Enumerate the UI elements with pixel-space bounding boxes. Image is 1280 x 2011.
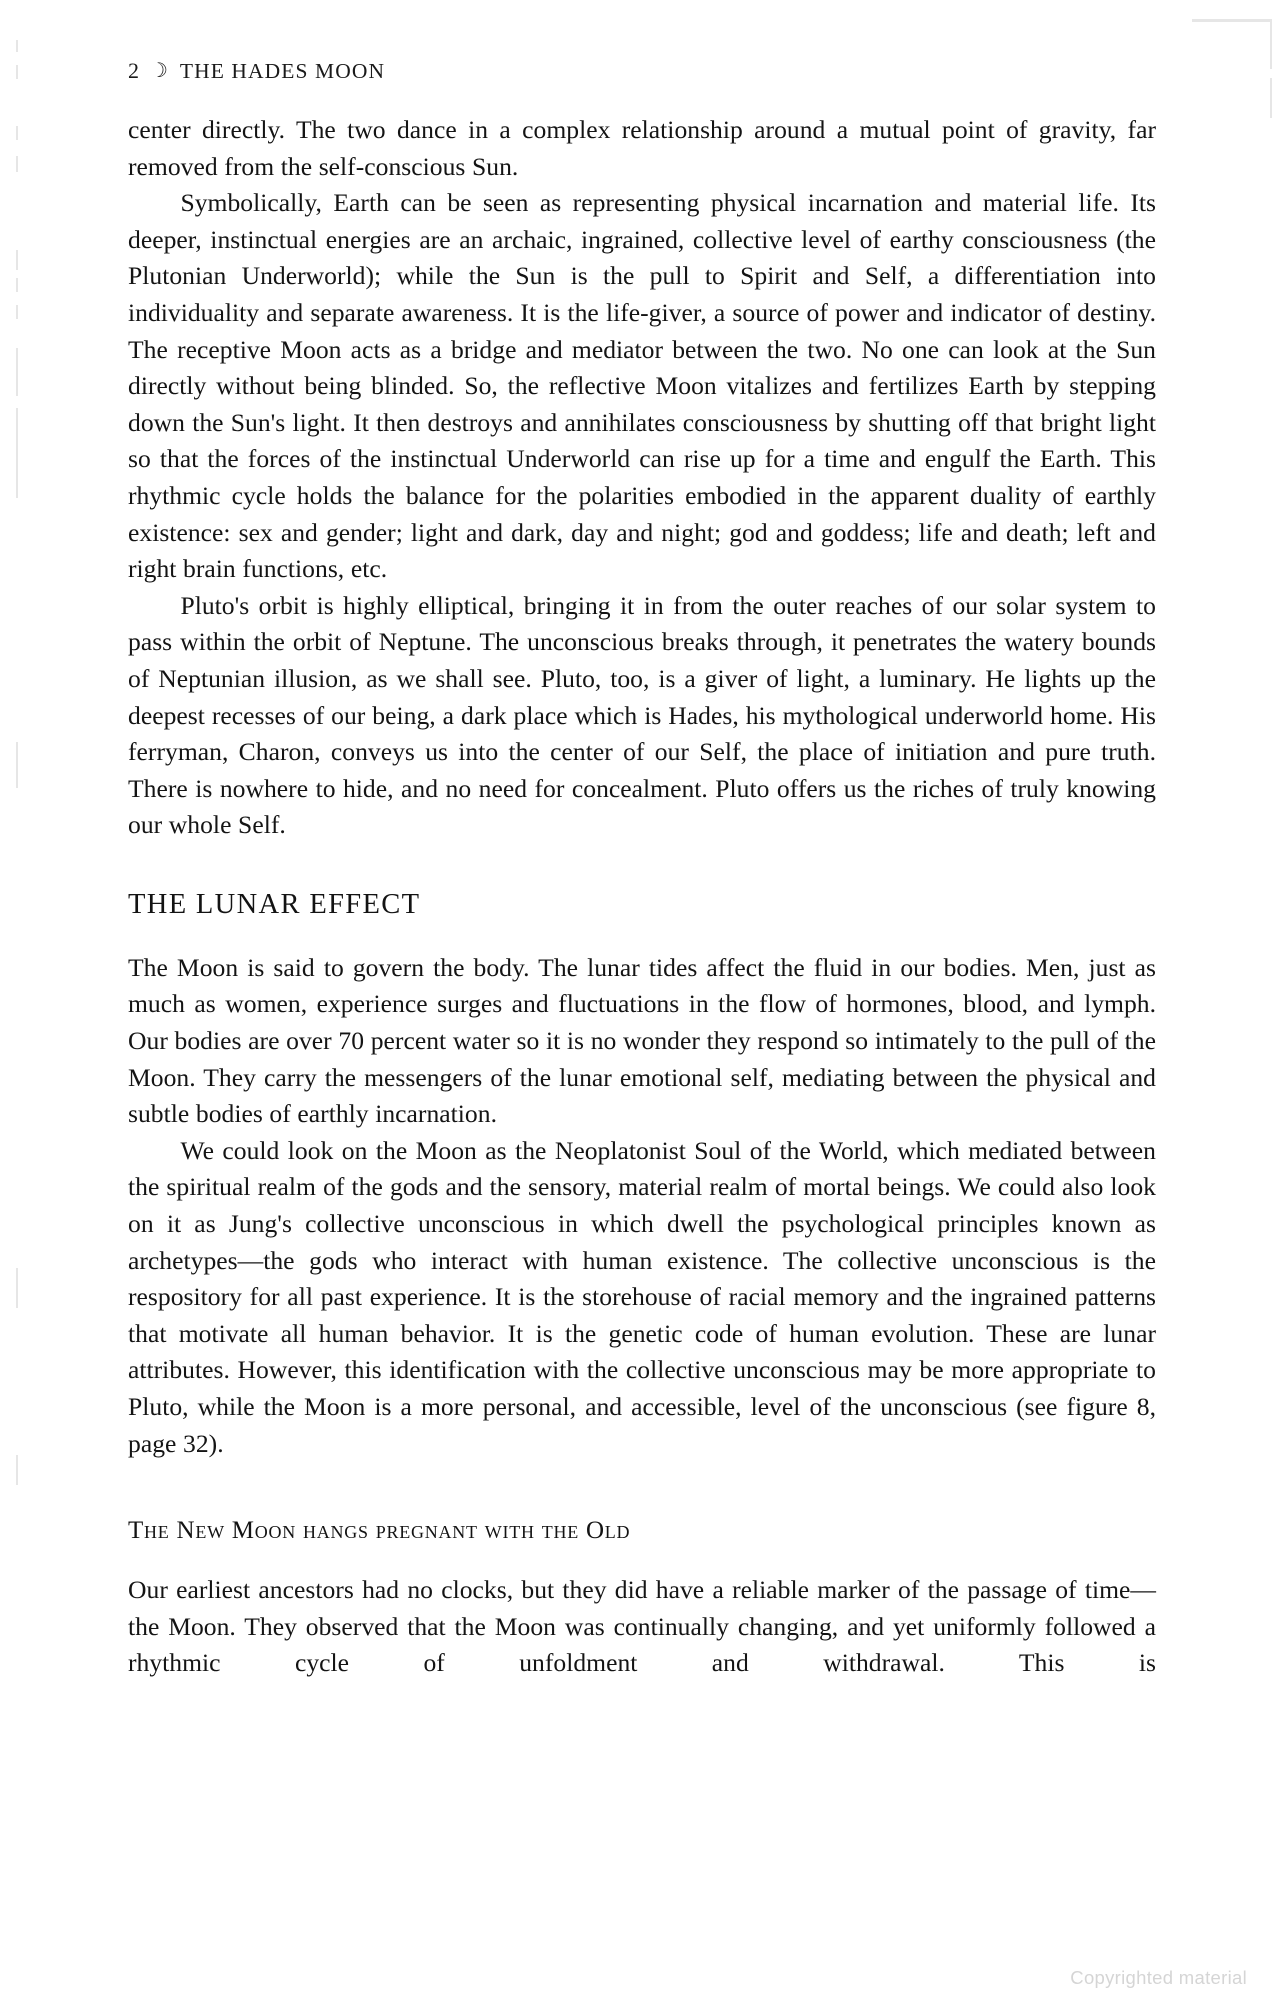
running-head: [128, 58, 385, 84]
scan-mark: [16, 65, 18, 79]
scan-mark: [16, 1268, 18, 1308]
paragraph: Our earliest ancestors had no clocks, but they did have a reliable marker of the passage of time—the Moon. They observed that the Moon was continually changing, and yet uniformly followed a rhythmic cycle of unfoldment and withdrawal. This is: [128, 1575, 1156, 1678]
running-head-title: THE HADES MOON: [179, 59, 386, 83]
scan-mark: [16, 156, 18, 172]
spacer: [128, 844, 1156, 888]
crescent-moon-icon: ☽: [150, 60, 169, 82]
paragraph: The Moon is said to govern the body. The lunar tides affect the fluid in our bodies. Men, just as much as women, experience surges and fluctuations in the flow of hormones, blood, and lymph. Our bodies are over 70 percent water so it is no wonder they respond so intimately to the pull of the Moon. They carry the messengers of the lunar emotional self, mediating between the physical and subtle bodies of earthly incarnation.: [128, 952, 1156, 1129]
scan-mark: [16, 250, 18, 270]
paragraph: Symbolically, Earth can be seen as representing physical incarnation and material life. Its deeper, instinctual energies are an archaic, ingrained, collective level of earthy consciousness (the Plutonian Underworld); while the Sun is the pull to Spirit and Self, a differentiation into individuality and separate awareness. It is the life-giver, a source of power and indicator of destiny. The receptive Moon acts as a bridge and mediator between the two. No one can look at the Sun directly without being blinded. So, the reflective Moon vitalizes and fertilizes Earth by stepping down the Sun's light. It then destroys and annihilates consciousness by shutting off that bright light so that the forces of the instinctual Underworld can rise up for a time and engulf the Earth. This rhythmic cycle holds the balance for the polarities embodied in the apparent duality of earthly existence: sex and gender; light and dark, day and night; god and goddess; life and death; left and right brain functions, etc.: [128, 188, 1156, 584]
scan-mark: [16, 742, 18, 788]
scan-mark: [16, 305, 18, 319]
section-heading-lunar-effect: THE LUNAR EFFECT: [128, 888, 421, 920]
scan-mark: [16, 40, 18, 52]
spacer: [128, 1546, 1156, 1572]
paragraph: center directly. The two dance in a complex relationship around a mutual point of gravity, far removed from the self-conscious Sun.: [128, 115, 1156, 181]
page-number: 2: [128, 58, 139, 83]
spacer: [128, 922, 1156, 950]
paragraph: Pluto's orbit is highly elliptical, bringing it in from the outer reaches of our solar system to pass within the orbit of Neptune. The unconscious breaks through, it penetrates the watery bounds of Neptunian illusion, as we shall see. Pluto, too, is a giver of light, a luminary. He lights up the deepest recesses of our being, a dark place which is Hades, his mythological underworld home. His ferryman, Charon, conveys us into the center of our Self, the place of initiation and pure truth. There is nowhere to hide, and no need for concealment. Pluto offers us the riches of truly knowing our whole Self.: [128, 590, 1156, 840]
scan-mark: [16, 348, 18, 396]
text-column: [128, 112, 1156, 1719]
scan-mark: [16, 126, 18, 140]
scan-mark: [1270, 78, 1272, 118]
copyright-watermark: Copyrighted material: [1070, 1967, 1247, 1988]
spacer: [128, 1462, 1156, 1516]
scan-mark: [1236, 19, 1272, 22]
scan-mark: [1270, 19, 1272, 69]
scan-mark: [16, 408, 18, 498]
section-heading-new-moon: The New Moon hangs pregnant with the Old: [128, 1517, 631, 1545]
scan-mark: [16, 278, 18, 292]
scan-mark: [1192, 19, 1236, 22]
paragraph: We could look on the Moon as the Neoplatonist Soul of the World, which mediated between the spiritual realm of the gods and the sensory, material realm of mortal beings. We could also look on it as Jung's collective unconscious in which dwell the psychological principles known as archetypes—the gods who interact with human existence. The collective unconscious is the respository for all past experience. It is the storehouse of racial memory and the ingrained patterns that motivate all human behavior. It is the genetic code of human evolution. These are lunar attributes. However, this identification with the collective unconscious may be more appropriate to Pluto, while the Moon is a more personal, and accessible, level of the unconscious (see figure 8, page 32).: [128, 1135, 1156, 1458]
scan-mark: [16, 1455, 18, 1485]
